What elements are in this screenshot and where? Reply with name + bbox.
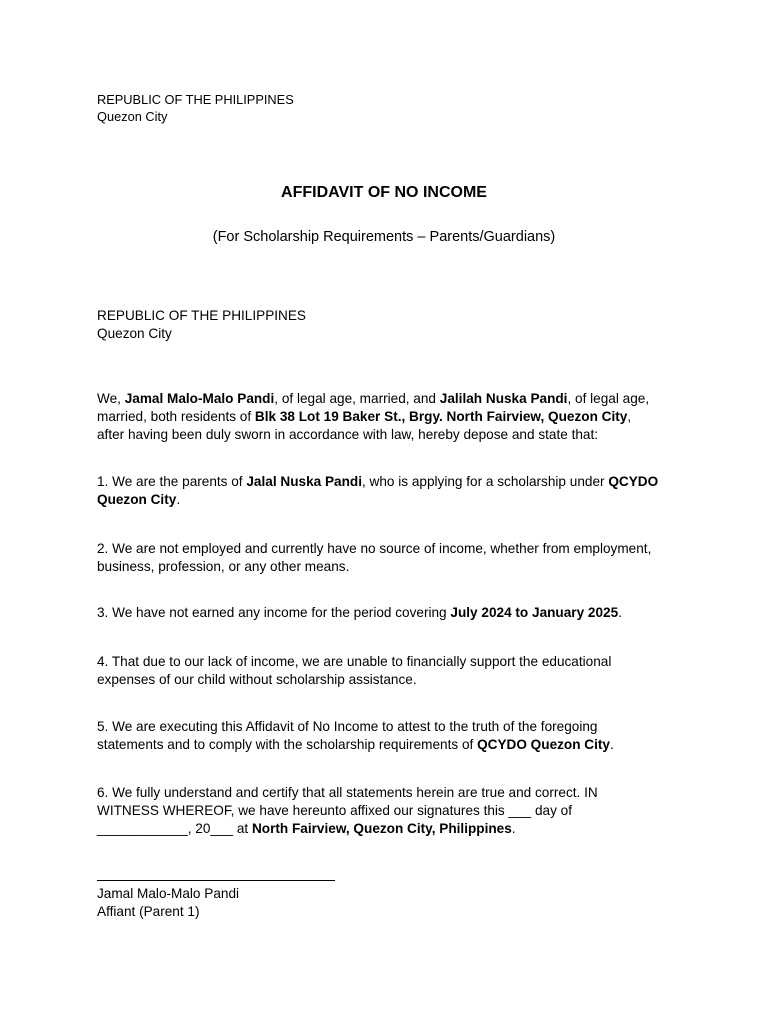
intro-line-3: after having been duly sworn in accordance with law, hereby depose and state that:: [97, 427, 599, 442]
signatory-role: Affiant (Parent 1): [97, 904, 200, 919]
header-city: Quezon City: [97, 109, 168, 124]
affiant2-name: Jalilah Nuska Pandi: [439, 391, 568, 406]
signatory-name: Jamal Malo-Malo Pandi: [97, 886, 240, 901]
header-second: [97, 307, 306, 343]
header-city: Quezon City: [97, 326, 172, 341]
document-subtitle: (For Scholarship Requirements – Parents/Guardians): [212, 229, 556, 245]
income-period: July 2024 to January 2025: [450, 605, 619, 620]
item-5: 5. We are executing this Affidavit of No Income to attest to the truth of the foregoing statements and to comply with the scholarship requirements of QCYDO Quezon City.: [97, 719, 614, 752]
affiant1-name: Jamal Malo-Malo Pandi: [124, 391, 275, 406]
item-3: 3. We have not earned any income for the period covering July 2024 to January 2025.: [97, 605, 622, 620]
intro-paragraph: [97, 390, 677, 444]
header-top: [97, 91, 294, 125]
signature-block: [97, 885, 239, 921]
header-country: REPUBLIC OF THE PHILIPPINES: [97, 308, 306, 323]
item-6: 6. We fully understand and certify that all statements herein are true and correct. IN WITNESS WHEREOF, we have hereunto affixed our signatures this ___ day of ____________, 20___ at North Fairview, Quezon City, Philippines.: [97, 785, 598, 836]
address: Blk 38 Lot 19 Baker St., Brgy. North Fairview, Quezon City: [254, 409, 628, 424]
document-title: AFFIDAVIT OF NO INCOME: [281, 184, 487, 201]
signature-line: [97, 880, 335, 881]
header-country: REPUBLIC OF THE PHILIPPINES: [97, 92, 294, 107]
item-4: 4. That due to our lack of income, we are unable to financially support the educational expenses of our child without scholarship assistance.: [97, 654, 612, 687]
intro-line-1: We, Jamal Malo-Malo Pandi, of legal age, married, and Jalilah Nuska Pandi, of legal age,: [97, 391, 650, 406]
item-1: 1. We are the parents of Jalal Nuska Pandi, who is applying for a scholarship under QCYDO Quezon City.: [97, 474, 659, 507]
item-2: 2. We are not employed and currently have no source of income, whether from employment, business, profession, or any other means.: [97, 541, 652, 574]
intro-line-2: married, both residents of Blk 38 Lot 19 Baker St., Brgy. North Fairview, Quezon City,: [97, 409, 632, 424]
org-name: QCYDO: [608, 474, 659, 489]
org-full: QCYDO Quezon City: [477, 737, 610, 752]
org-city: Quezon City: [97, 492, 177, 507]
signing-place: North Fairview, Quezon City, Philippines: [251, 821, 512, 836]
child-name: Jalal Nuska Pandi: [246, 474, 362, 489]
